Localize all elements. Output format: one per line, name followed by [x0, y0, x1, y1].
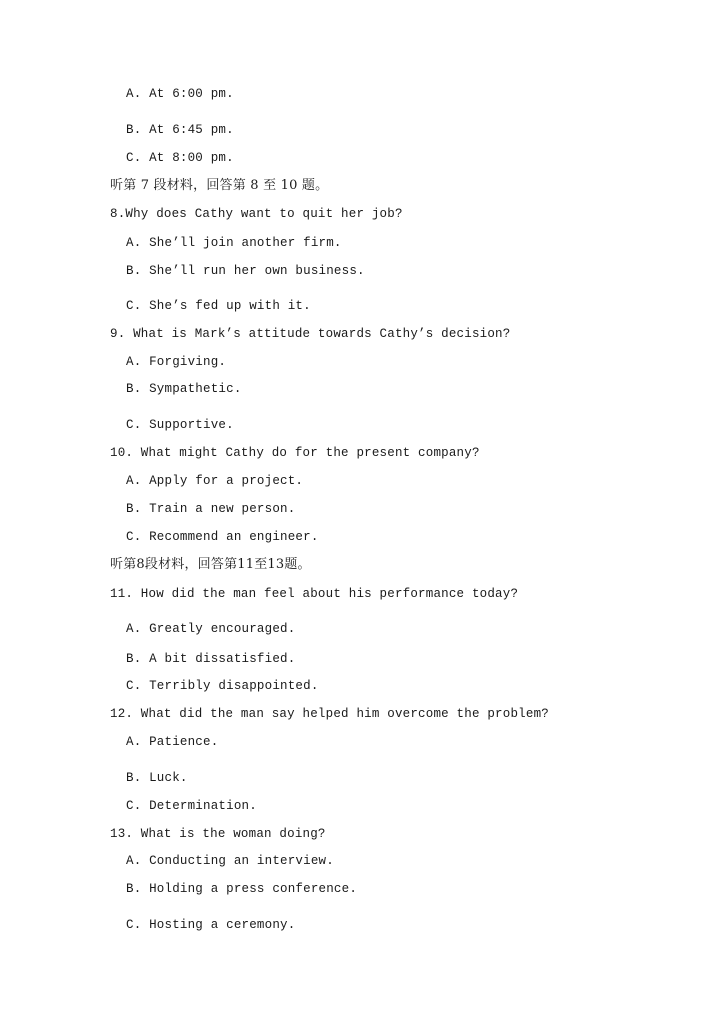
- option-12b: B. Luck.: [126, 771, 188, 785]
- option-11a: A. Greatly encouraged.: [126, 622, 296, 636]
- question-12: 12. What did the man say helped him overcome the problem?: [110, 707, 549, 721]
- option-11c: C. Terribly disappointed.: [126, 679, 319, 693]
- option-8b: B. She’ll run her own business.: [126, 264, 365, 278]
- section-8-instruction: 听第8段材料，回答第11至13题。: [110, 557, 311, 572]
- option-7a: A. At 6:00 pm.: [126, 87, 234, 101]
- option-12a: A. Patience.: [126, 735, 219, 749]
- option-9a: A. Forgiving.: [126, 355, 227, 369]
- question-8: 8.Why does Cathy want to quit her job?: [110, 207, 403, 221]
- option-9c: C. Supportive.: [126, 418, 234, 432]
- question-9: 9. What is Mark’s attitude towards Cathy’s decision?: [110, 327, 511, 341]
- question-11: 11. How did the man feel about his performance today?: [110, 587, 519, 601]
- question-10: 10. What might Cathy do for the present company?: [110, 446, 480, 460]
- option-13c: C. Hosting a ceremony.: [126, 918, 296, 932]
- option-10c: C. Recommend an engineer.: [126, 530, 319, 544]
- option-8c: C. She’s fed up with it.: [126, 299, 311, 313]
- option-8a: A. She’ll join another firm.: [126, 236, 342, 250]
- option-10a: A. Apply for a project.: [126, 474, 304, 488]
- option-7c: C. At 8:00 pm.: [126, 151, 234, 165]
- option-9b: B. Sympathetic.: [126, 382, 242, 396]
- option-10b: B. Train a new person.: [126, 502, 296, 516]
- option-13b: B. Holding a press conference.: [126, 882, 358, 896]
- option-11b: B. A bit dissatisfied.: [126, 652, 296, 666]
- section-7-instruction: 听第 7 段材料，回答第 8 至 10 题。: [110, 178, 329, 193]
- option-7b: B. At 6:45 pm.: [126, 123, 234, 137]
- question-13: 13. What is the woman doing?: [110, 827, 326, 841]
- option-12c: C. Determination.: [126, 799, 257, 813]
- option-13a: A. Conducting an interview.: [126, 854, 334, 868]
